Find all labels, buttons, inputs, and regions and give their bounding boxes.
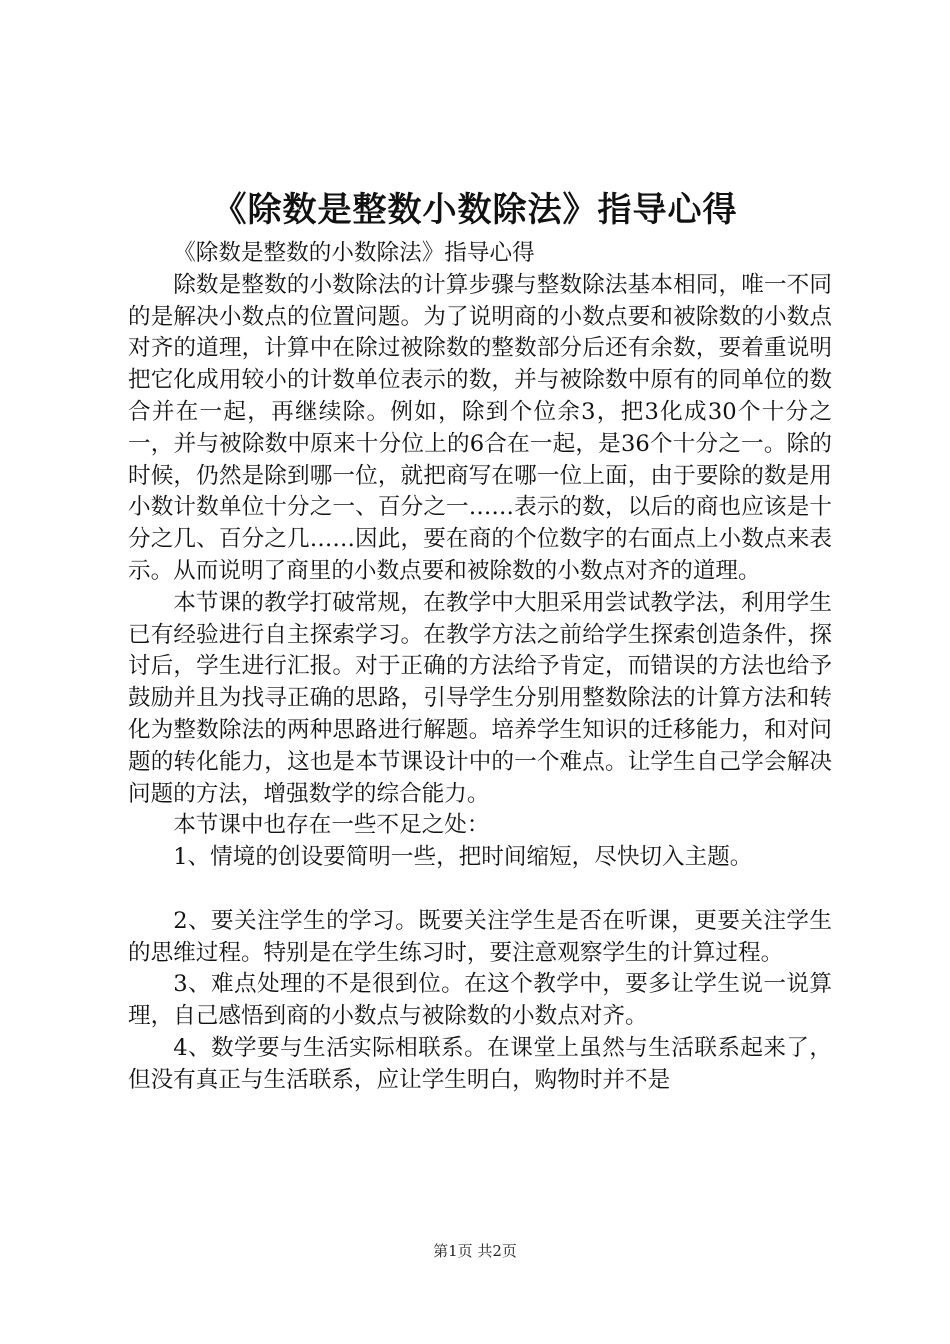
paragraph-method: 本节课的教学打破常规，在教学中大胆采用尝试教学法，利用学生已有经验进行自主探索学习。在教学方法之前给学生探索创造条件，探讨后，学生进行汇报。对于正确的方法给予肯定，而错误的方法也给予鼓励并且为找寻正确的思路，引导学生分别用整数除法的计算方法和转化为整数除法的两种思路进行解题。培养学生知识的迁移能力，和对问题的转化能力，这也是本节课设计中的一个难点。让学生自己学会解决问题的方法，增强数学的综合能力。 (128, 589, 832, 807)
document-title: 《除数是整数小数除法》指导心得 (212, 190, 738, 230)
list-item-3: 3、难点处理的不是很到位。在这个教学中，要多让学生说一说算理，自己感悟到商的小数点与被除数的小数点对齐。 (128, 971, 832, 1030)
list-item-4: 4、数学要与生活实际相联系。在课堂上虽然与生活联系起来了，但没有真正与生活联系，应让学生明白，购物时并不是 (128, 1034, 832, 1093)
list-item-2: 2、要关注学生的学习。既要关注学生是否在听课，更要关注学生的思维过程。特别是在学生练习时，要注意观察学生的计算过程。 (128, 907, 832, 966)
document-subtitle: 《除数是整数的小数除法》指导心得 (173, 240, 535, 266)
list-item-1: 1、情境的创设要简明一些，把时间缩短，尽快切入主题。 (173, 844, 753, 871)
paragraph-intro: 除数是整数的小数除法的计算步骤与整数除法基本相同，唯一不同的是解决小数点的位置问题。为了说明商的小数点要和被除数的小数点对齐的道理，计算中在除过被除数的整数部分后还有余数，要着重说明把它化成用较小的计数单位表示的数，并与被除数中原有的同单位的数合并在一起，再继续除。例如，除到个位余3，把3化成30个十分之一，并与被除数中原来十分位上的6合在一起，是36个十分之一。除的时候，仍然是除到哪一位，就把商写在哪一位上面，由于要除的数是用小数计数单位十分之一、百分之一……表示的数，以后的商也应该是十分之几、百分之几……因此，要在商的个位数字的右面点上小数点来表示。从而说明了商里的小数点要和被除数的小数点对齐的道理。 (128, 271, 832, 584)
page-footer: 第1页 共2页 (433, 1242, 517, 1260)
document-body (128, 238, 832, 1097)
paragraph-shortcomings: 本节课中也存在一些不足之处： (173, 812, 490, 839)
